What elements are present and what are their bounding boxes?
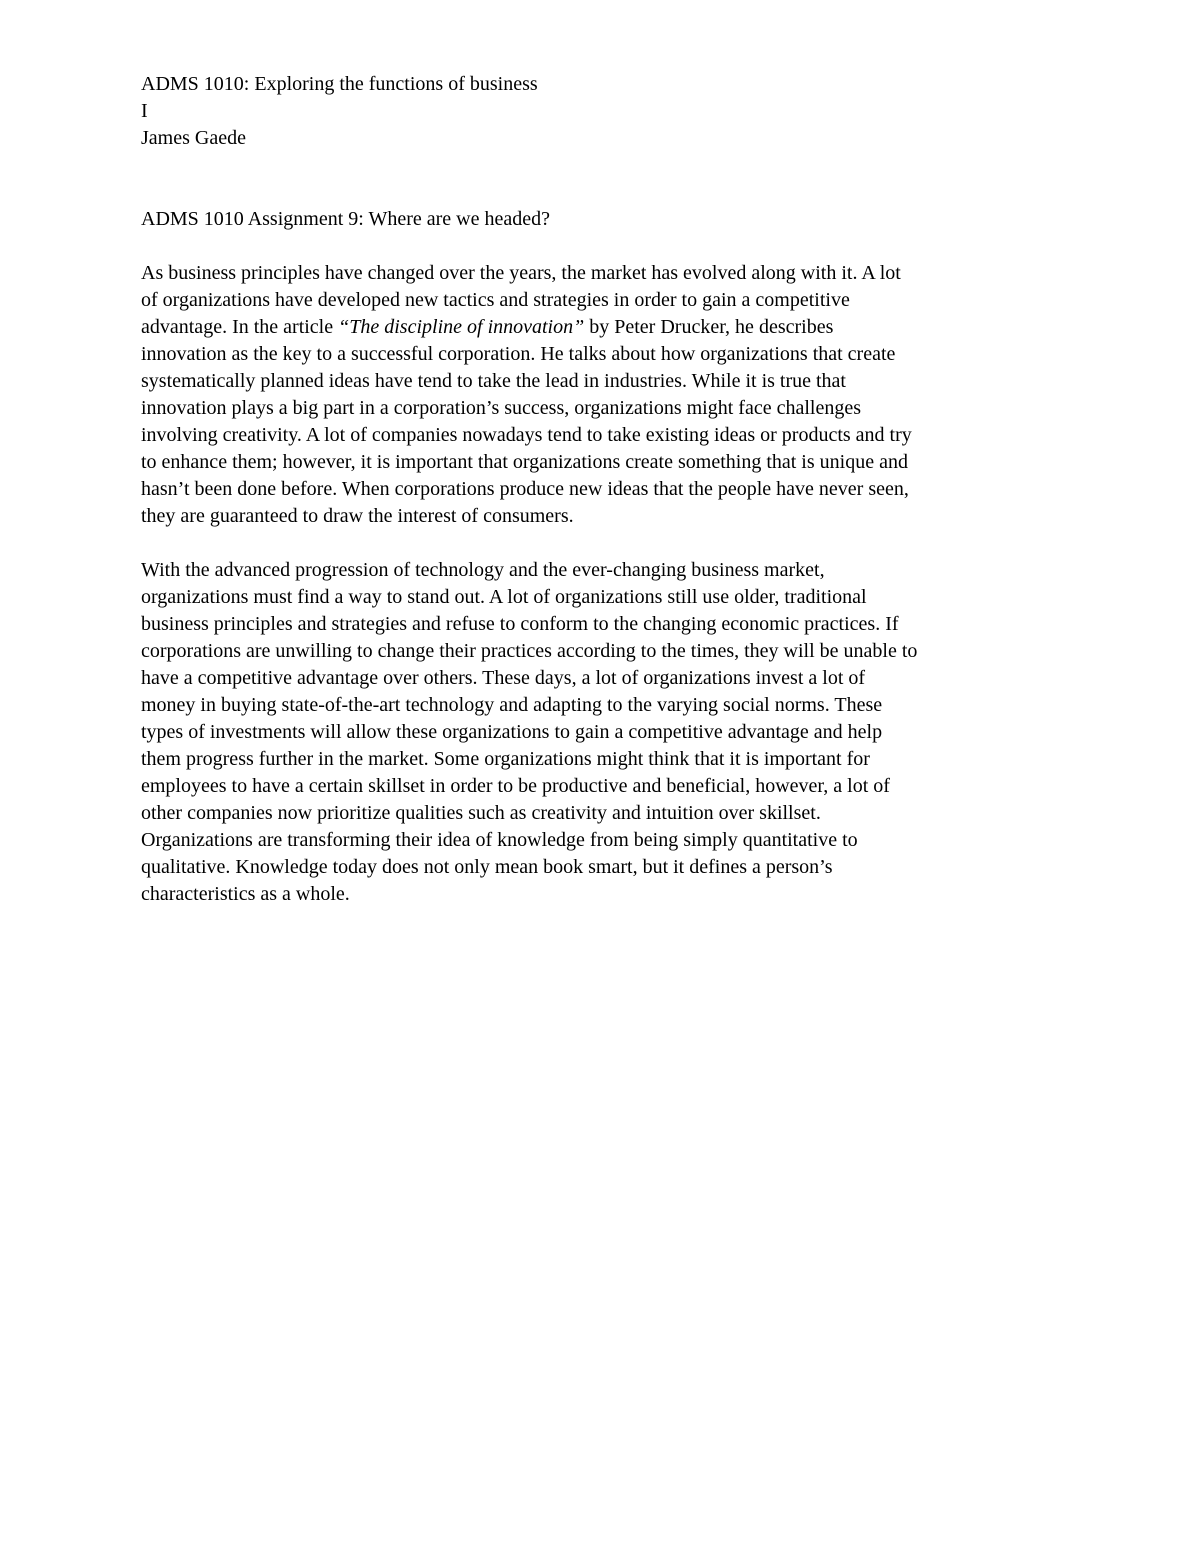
article-title: “The discipline of innovation” bbox=[338, 316, 585, 338]
paragraph-line: systematically planned ideas have tend to take the lead in industries. While it is true that bbox=[141, 370, 846, 392]
paragraph-line: hasn’t been done before. When corporations produce new ideas that the people have never seen, bbox=[141, 478, 909, 500]
text-segment: by Peter Drucker, he describes bbox=[584, 316, 834, 338]
paragraph-line: involving creativity. A lot of companies nowadays tend to take existing ideas or products and try bbox=[141, 424, 912, 446]
paragraph-line: other companies now prioritize qualities such as creativity and intuition over skillset. bbox=[141, 802, 821, 824]
paragraph-line: employees to have a certain skillset in order to be productive and beneficial, however, a lot of bbox=[141, 775, 890, 797]
paragraph-line: qualitative. Knowledge today does not only mean book smart, but it defines a person’s bbox=[141, 856, 833, 878]
paragraph-line bbox=[141, 314, 1061, 341]
blank-line bbox=[141, 233, 1061, 260]
paragraph-line: types of investments will allow these organizations to gain a competitive advantage and help bbox=[141, 721, 883, 743]
paragraph-line: innovation as the key to a successful corporation. He talks about how organizations that create bbox=[141, 343, 896, 365]
paragraph-line: organizations must find a way to stand out. A lot of organizations still use older, traditional bbox=[141, 586, 867, 608]
paragraph-line: them progress further in the market. Some organizations might think that it is important for bbox=[141, 748, 870, 770]
paragraph-1 bbox=[141, 260, 1061, 530]
paragraph-line: As business principles have changed over the years, the market has evolved along with it. A lot bbox=[141, 262, 901, 284]
paragraph-line: characteristics as a whole. bbox=[141, 883, 350, 905]
blank-line bbox=[141, 530, 1061, 557]
blank-space bbox=[141, 152, 1061, 206]
section-label: I bbox=[141, 100, 148, 122]
paragraph-line: have a competitive advantage over others. These days, a lot of organizations invest a lot of bbox=[141, 667, 866, 689]
document-body bbox=[141, 71, 1061, 908]
paragraph-line: Organizations are transforming their idea of knowledge from being simply quantitative to bbox=[141, 829, 858, 851]
paragraph-line: innovation plays a big part in a corporation’s success, organizations might face challenges bbox=[141, 397, 861, 419]
text-segment: advantage. In the article bbox=[141, 316, 339, 338]
author-name: James Gaede bbox=[141, 127, 246, 149]
paragraph-line: With the advanced progression of technology and the ever-changing business market, bbox=[141, 559, 825, 581]
paragraph-2 bbox=[141, 557, 1061, 908]
paragraph-line: business principles and strategies and refuse to conform to the changing economic practices. If bbox=[141, 613, 899, 635]
paragraph-line: money in buying state-of-the-art technology and adapting to the varying social norms. These bbox=[141, 694, 883, 716]
paragraph-line: corporations are unwilling to change their practices according to the times, they will be unable to bbox=[141, 640, 918, 662]
paragraph-line: of organizations have developed new tactics and strategies in order to gain a competitive bbox=[141, 289, 850, 311]
paragraph-line: to enhance them; however, it is important that organizations create something that is unique and bbox=[141, 451, 908, 473]
paragraph-line: they are guaranteed to draw the interest of consumers. bbox=[141, 505, 574, 527]
course-heading: ADMS 1010: Exploring the functions of business bbox=[141, 73, 538, 95]
assignment-title: ADMS 1010 Assignment 9: Where are we headed? bbox=[141, 208, 550, 230]
